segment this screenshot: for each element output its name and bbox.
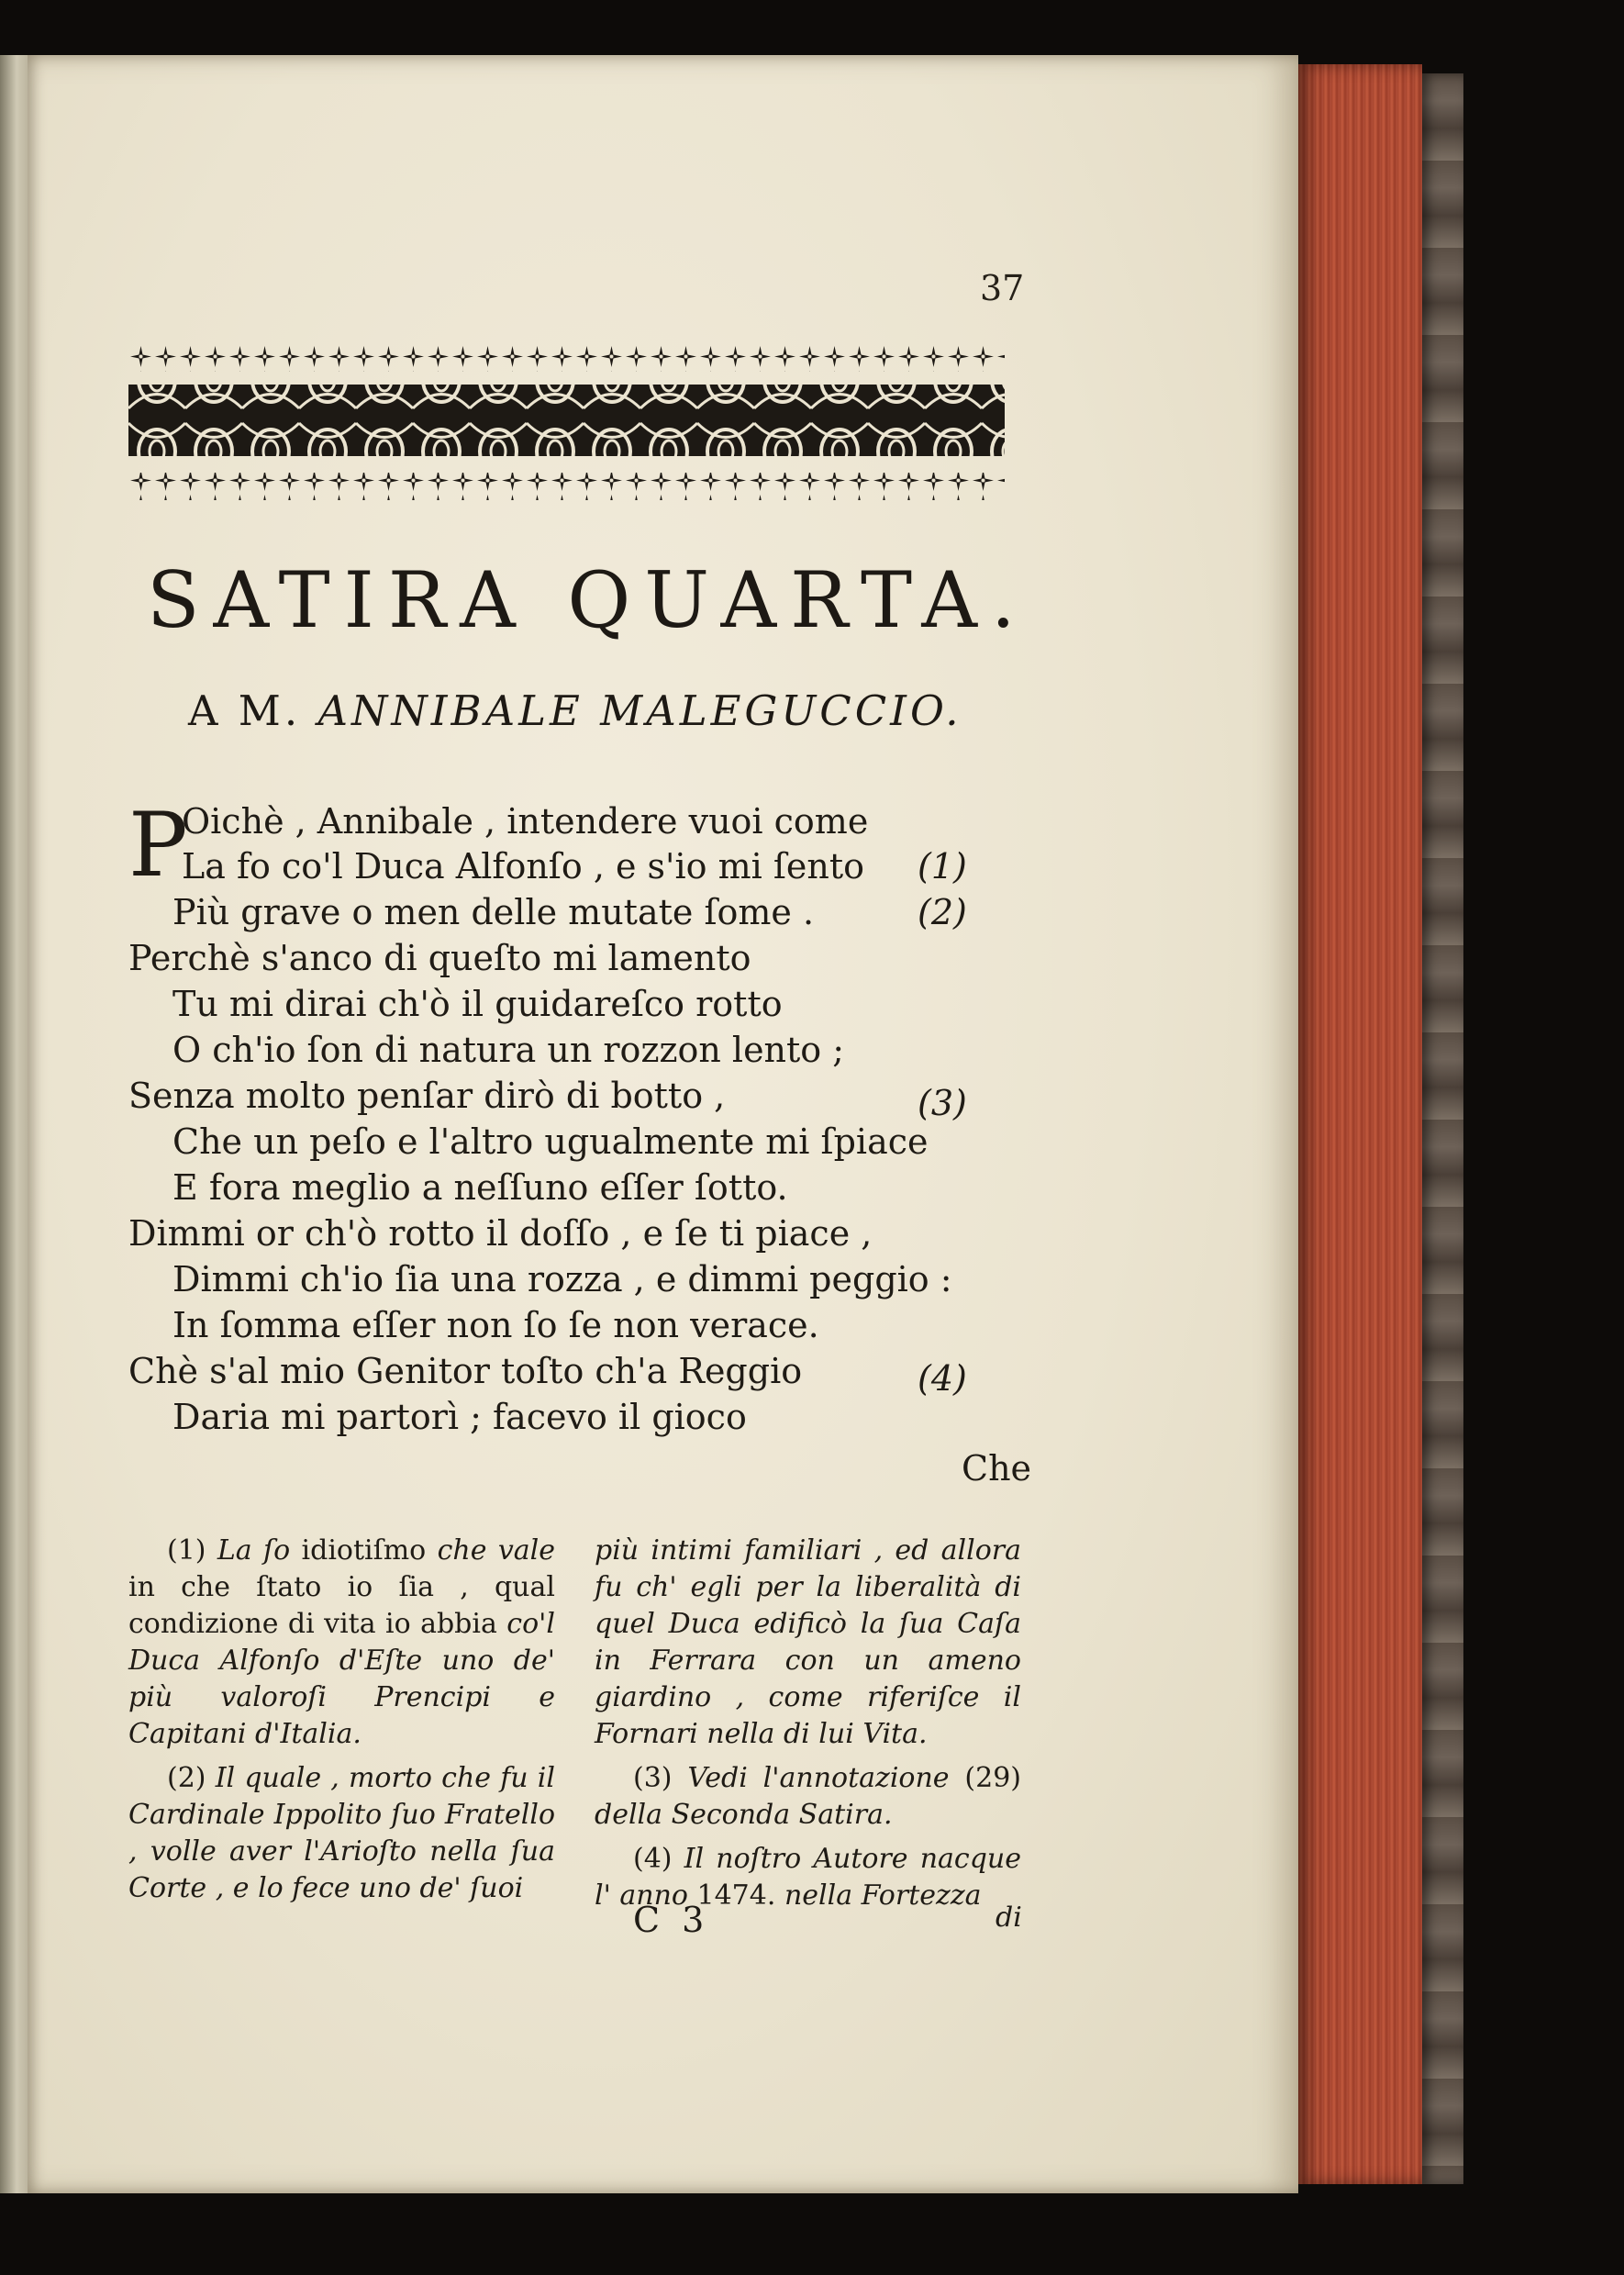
signature-mark: C 3 [633,1900,710,1940]
verse-line: Senza molto penſar dirò di botto , [128,1076,726,1116]
footnote: più intimi familiari , ed allora fu ch' egli per la liberalità di quel Duca edificò la ſua Caſa in Ferrara con un ameno giardino , come riferiſce il Fornari nella di lui Vita. [595,1534,1021,1750]
verse-line: In ſomma eſſer non ſo ſe non verace. [172,1305,819,1345]
notes-left-column [128,1533,555,1914]
page-number: 37 [980,268,1025,308]
note-marker: (4) [918,1358,967,1399]
page-title: SATIRA QUARTA. [147,555,1029,645]
notes-catchword: di [996,1901,1022,1934]
note-marker: (1) [918,846,967,887]
verse-line: Che un peſo e l'altro ugualmente mi ſpiace [172,1121,929,1162]
note-marker: (2) [918,892,967,932]
dedication-prefix: A M. [188,686,302,735]
ornament-headpiece [128,344,1005,505]
verse-line: Tu mi dirai ch'ò il guidareſco rotto [172,984,783,1024]
footnote: (1) La ſo idiotiſmo che vale in che ſtato io ſia , qual condizione di vita io abbia co'l Duca Alfonſo d'Eſte uno de' più valoroſi Prencipi e Capitani d'Italia. [128,1534,555,1750]
verse-line: Chè s'al mio Genitor toſto ch'a Reggio [128,1351,803,1391]
page-block-edge [1298,64,1422,2184]
note-marker: (3) [918,1083,967,1123]
verse-line: Dimmi ch'io ſia una rozza , e dimmi peggio : [172,1259,952,1299]
footnote: (4) Il noſtro Autore nacque l' anno 1474. nella Fortezza [595,1843,1022,1912]
footnote: (3) Vedi l'annotazione (29) della Seconda Satira. [595,1762,1021,1831]
dedication-name: ANNIBALE MALEGUCCIO. [317,686,962,735]
catchword: Che [962,1448,1032,1489]
left-page-edge [0,55,28,2193]
book-cover [1422,73,1463,2184]
verse-line: E fora meglio a neſſuno eſſer ſotto. [172,1167,788,1208]
dedication [188,686,962,735]
verse-line: O ch'io ſon di natura un rozzon lento ; [172,1030,845,1070]
drop-cap: P [128,794,188,897]
verse-line: Oichè , Annibale , intendere vuoi come [182,801,869,842]
verse-line: La fo co'l Duca Alfonſo , e s'io mi ſento [182,846,865,887]
footnote: (2) Il quale , morto che fu il Cardinale Ippolito ſuo Fratello , volle aver l'Arioſto nella ſua Corte , e lo fece uno de' ſuoi [128,1762,556,1904]
verse-line: Perchè s'anco di queſto mi lamento [128,938,751,978]
notes-right-column [595,1533,1021,1922]
verse-line: Daria mi partorì ; facevo il gioco [172,1397,747,1437]
verse-line: Dimmi or ch'ò rotto il doſſo , e ſe ti piace , [128,1213,873,1254]
verse-line: Più grave o men delle mutate ſome . [172,892,815,932]
